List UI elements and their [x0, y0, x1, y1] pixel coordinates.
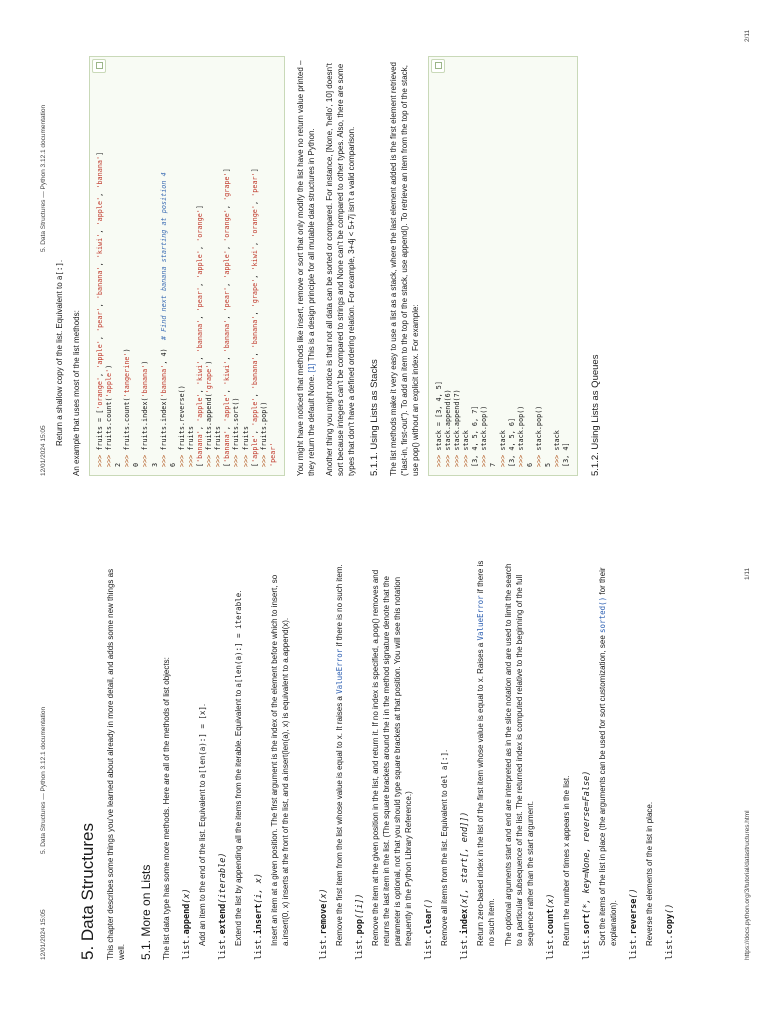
code-line: 2 — [114, 462, 123, 467]
page-header-date: 12/01/2024 15:05 — [40, 909, 47, 960]
section-heading-more-on-lists: 5.1. More on Lists — [139, 864, 153, 960]
code-line: >>> fruits.pop() — [259, 401, 268, 467]
page-footer-number: 1/11 — [744, 567, 751, 580]
method-desc-reverse: Reverse the elements of the list in place. — [645, 801, 654, 946]
code-line: >>> fruits.index('banana') — [141, 360, 150, 467]
method-signature-clear: list.clear() — [424, 898, 434, 960]
method-desc-clear: Remove all items from the list. Equivalent to del a[:]. — [440, 749, 449, 946]
copy-code-button[interactable] — [92, 59, 106, 73]
code-line: 3 — [150, 462, 159, 467]
code-line: >>> stack = [3, 4, 5] — [434, 381, 443, 467]
code-line: >>> stack — [462, 430, 471, 467]
code-line: >>> stack.pop() — [534, 405, 543, 467]
document-page-1 — [0, 512, 768, 1024]
method-desc-sort: Sort the items of the list in place (the arguments can be used for sort customization, see sorted() for their explanation). — [598, 567, 618, 946]
method-signature-copy: list.copy() — [665, 903, 675, 960]
paragraph-sorting: Another thing you might notice is that not all data can be sorted or compared. For instance, [None, 'hello', 10] doesn't sort because integers can't be compared to strings and None can't be compared to other types. Also, there are some types that don't have a defined ordering relation. For example, 3+4j < 5+7j isn't a valid comparison. — [324, 63, 356, 476]
method-signature-index: list.index(x[, start[, end]]) — [460, 811, 470, 960]
code-line: ['apple', 'apple', 'banana', 'banana', 'grape', 'kiwi', 'orange', 'pear'] — [250, 168, 259, 467]
code-line: >>> stack — [553, 430, 562, 467]
code-line: ['banana', 'apple', 'kiwi', 'banana', 'pear', 'apple', 'orange', 'grape'] — [223, 168, 232, 467]
page-header-title: 5. Data Structures — Python 3.12.1 documentation — [40, 706, 47, 854]
page-header-title: 5. Data Structures — Python 3.12.1 documentation — [40, 104, 47, 252]
code-line: 6 — [168, 462, 177, 467]
code-line: >>> fruits.count('apple') — [105, 364, 114, 467]
code-line: 0 — [132, 462, 141, 467]
section-heading-queues: 5.1.2. Using Lists as Queues — [590, 354, 602, 476]
code-line: >>> fruits.count('tangerine') — [123, 348, 132, 467]
method-signature-sort: list.sort(*, key=None, reverse=False) — [582, 770, 592, 960]
method-signature-pop: list.pop([i]) — [355, 893, 365, 960]
code-line: 7 — [489, 462, 498, 467]
intro-paragraph: This chapter describes some things you've learned about already in more detail, and adds some new things as well. — [106, 568, 126, 960]
page-footer-number: 2/11 — [744, 29, 751, 42]
example-intro: An example that uses most of the list methods: — [72, 310, 81, 476]
stack-intro: The list methods make it very easy to use a list as a stack, where the last element added is the first element retrieved ("last-in, first-out"). To add an item to the top of the stack, use append(). To retrieve an item from the top of the stack, use pop() without an explicit index. For example: — [388, 62, 420, 476]
method-signature-reverse: list.reverse() — [629, 888, 639, 960]
code-line: 6 — [525, 462, 534, 467]
code-line: >>> fruits — [241, 426, 250, 467]
code-block-stack — [428, 56, 578, 476]
method-signature-append: list.append(x) — [182, 888, 192, 960]
code-line: [3, 4, 5, 6] — [507, 417, 516, 467]
code-line: [3, 4] — [562, 442, 571, 467]
sorted-link[interactable]: sorted() — [598, 596, 607, 633]
valueerror-link[interactable]: ValueError — [476, 595, 485, 641]
code-line: >>> fruits.sort() — [232, 397, 241, 467]
page-2-content — [54, 56, 609, 476]
code-block-list-methods — [89, 56, 285, 476]
method-desc-append: Add an item to the end of the list. Equivalent to a[len(a):] = [x]. — [198, 703, 207, 946]
code-line: >>> fruits.append('grape') — [205, 360, 214, 467]
code-line: [3, 4, 5, 6, 7] — [471, 405, 480, 467]
method-desc-pop: Remove the item at the given position in the list, and return it. If no index is specified, a.pop() removes and returns the last item in the list. (The square brackets around the i in the method signature denote that the parameter is optional, not that you should type square brackets at that position. You will see this notation frequently in the Python Library Reference.) — [371, 569, 413, 946]
method-desc-index-optional: The optional arguments start and end are interpreted as in the slice notation and are used to limit the search to a particular subsequence of the list. The returned index is computed relative to the beginning of the full sequence rather than the start argument. — [504, 563, 535, 946]
page-title: 5. Data Structures — [78, 822, 97, 960]
code-line: >>> fruits.index('banana', 4) # Find next banana starting at position 4 — [159, 172, 168, 467]
method-signature-remove: list.remove(x) — [319, 888, 329, 960]
code-line: >>> stack — [498, 430, 507, 467]
section-intro: The list data type has some more methods. Here are all of the methods of list objects: — [162, 657, 171, 960]
paragraph-return-none: You might have noticed that methods like insert, remove or sort that only modify the list have no return value printed – they return the default None. [1] This is a design principle for all mutable data structures in Python. — [295, 60, 316, 476]
code-lines — [96, 65, 278, 467]
page-footer-url: https://docs.python.org/3/tutorial/datastructures.html — [744, 810, 751, 960]
page-1-content — [66, 560, 680, 960]
method-signature-count: list.count(x) — [546, 893, 556, 960]
code-line: >>> stack.append(6) — [443, 389, 452, 467]
footnote-link[interactable]: [1] — [306, 363, 316, 373]
code-lines — [435, 65, 571, 467]
code-line: >>> stack.pop() — [516, 405, 525, 467]
code-line: >>> fruits — [186, 426, 195, 467]
method-desc-index: Return zero-based index in the list of the first item whose value is equal to x. Raises a ValueError if there is no such item. — [476, 560, 496, 946]
code-line: ['banana', 'apple', 'kiwi', 'banana', 'pear', 'apple', 'orange'] — [196, 205, 205, 467]
code-line: 5 — [544, 462, 552, 467]
section-heading-stacks: 5.1.1. Using Lists as Stacks — [368, 359, 380, 476]
method-desc-copy: Return a shallow copy of the list. Equivalent to a[:]. — [55, 259, 64, 446]
valueerror-link[interactable]: ValueError — [335, 648, 344, 694]
code-line: >>> fruits — [214, 426, 223, 467]
code-line: >>> stack.append(7) — [453, 389, 462, 467]
method-desc-remove: Remove the first item from the list whose value is equal to x. It raises a ValueError if there is no such item. — [335, 564, 344, 946]
copy-code-button[interactable] — [431, 59, 445, 73]
method-signature-extend: list.extend(iterable) — [218, 852, 228, 960]
code-line: 'pear' — [268, 442, 277, 467]
method-desc-extend: Extend the list by appending all the items from the iterable. Equivalent to a[len(a):] = iterable. — [234, 590, 243, 946]
page-header-date: 12/01/2024 15:05 — [40, 425, 47, 476]
method-signature-insert: list.insert(i, x) — [254, 872, 264, 960]
code-line: >>> stack.pop() — [480, 405, 489, 467]
code-line: >>> fruits.reverse() — [177, 385, 186, 467]
method-desc-count: Return the number of times x appears in the list. — [562, 775, 571, 946]
code-line: >>> fruits = ['orange', 'apple', 'pear', 'banana', 'kiwi', 'apple', 'banana'] — [96, 151, 104, 467]
method-desc-insert: Insert an item at a given position. The first argument is the index of the element before which to insert, so a.insert(0, x) inserts at the front of the list, and a.insert(len(a), x) is equivalent to a.append(x). — [270, 574, 290, 946]
